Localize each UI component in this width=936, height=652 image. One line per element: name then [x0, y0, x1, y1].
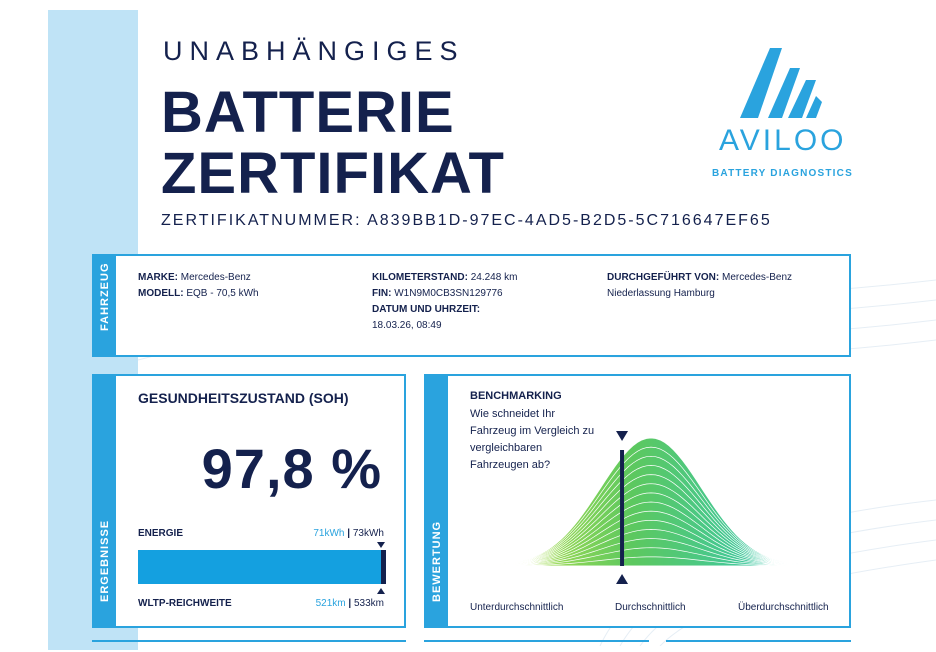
soh-bar-endcap — [381, 550, 386, 584]
energy-marker-icon — [377, 542, 385, 548]
benchmark-distribution-curve — [466, 416, 836, 586]
make-value: Mercedes-Benz — [180, 272, 251, 283]
energy-label: ENERGIE — [138, 528, 184, 539]
soh-title: GESUNDHEITSZUSTAND (SOH) — [138, 390, 349, 406]
range-marker-icon — [377, 588, 385, 594]
vin-value: W1N9M0CB3SN129776 — [394, 288, 503, 299]
certificate-title-line1: BATTERIE — [161, 80, 455, 145]
soh-value: 97,8 % — [201, 437, 382, 500]
vehicle-tab: FAHRZEUG — [94, 256, 116, 355]
performed-by-value-1: Mercedes-Benz — [722, 272, 793, 283]
datetime-label: DATUM UND UHRZEIT: — [372, 304, 481, 315]
range-current: 521km — [315, 598, 346, 609]
assessment-tab: BEWERTUNG — [426, 376, 448, 626]
mileage-label: KILOMETERSTAND: — [372, 272, 468, 283]
logo-tagline: BATTERY DIAGNOSTICS — [712, 168, 853, 179]
logo-wordmark: AVILOO — [719, 124, 847, 157]
results-tab: ERGEBNISSE — [94, 376, 116, 626]
performed-by-value-2: Niederlassung Hamburg — [607, 288, 715, 299]
results-panel — [92, 374, 406, 628]
benchmark-question-line: Fahrzeug im Vergleich zu — [470, 425, 595, 437]
soh-bar — [138, 550, 381, 584]
benchmark-question-line: vergleichbaren — [470, 442, 543, 454]
assessment-panel — [424, 374, 851, 628]
model-label: MODELL: — [138, 288, 184, 299]
benchmark-marker-top-icon — [616, 431, 628, 441]
energy-nominal: 73kWh — [352, 528, 384, 539]
certificate-subtitle: UNABHÄNGIGES — [163, 36, 465, 66]
vehicle-info-panel — [92, 254, 851, 357]
vin-label: FIN: — [372, 288, 392, 299]
benchmark-question-line: Wie schneidet Ihr — [470, 408, 555, 420]
benchmark-question-line: Fahrzeugen ab? — [470, 459, 551, 471]
model-value: EQB - 70,5 kWh — [186, 288, 259, 299]
make-label: MARKE: — [138, 272, 178, 283]
energy-separator: | — [347, 528, 351, 539]
energy-current: 71kWh — [313, 528, 345, 539]
performed-by-label: DURCHGEFÜHRT VON: — [607, 272, 720, 283]
benchmark-title: BENCHMARKING — [470, 390, 562, 402]
range-separator: | — [348, 598, 352, 609]
next-panel-edge-right — [666, 640, 851, 652]
mileage-value: 24.248 km — [470, 272, 518, 283]
benchmark-marker-bottom-icon — [616, 574, 628, 584]
label-average: Durchschnittlich — [615, 602, 686, 613]
label-above-average: Überdurchschnittlich — [738, 602, 829, 613]
range-label: WLTP-REICHWEITE — [138, 598, 232, 609]
next-panel-edge-mid — [424, 640, 649, 652]
certificate-title-line2: ZERTIFIKAT — [161, 141, 505, 206]
range-nominal: 533km — [353, 598, 384, 609]
certificate-number: ZERTIFIKATNUMMER: A839BB1D-97EC-4AD5-B2D5-5C716647EF65 — [161, 212, 772, 229]
datetime-value: 18.03.26, 08:49 — [372, 320, 442, 331]
label-below-average: Unterdurchschnittlich — [470, 602, 564, 613]
next-panel-edge-left — [92, 640, 406, 652]
